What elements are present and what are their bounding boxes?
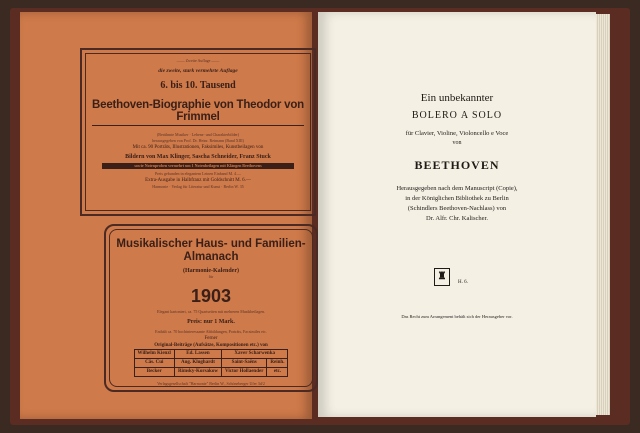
ad2-beitraege: Original-Beiträge (Aufsätze, Kompositionen etc.) von: [154, 343, 268, 348]
almanach-advertisement: [104, 224, 318, 392]
left-page: [20, 12, 312, 419]
editor-line-2: in der Königlichen Bibliothek zu Berlin: [405, 195, 509, 202]
instrumentation: für Clavier, Violine, Violoncello e Voce: [405, 130, 509, 137]
ad1-bild-line: Bildern von Max Klinger, Sascha Schneider, Franz Stuck: [125, 154, 271, 160]
name-cell: Victor Hollaender: [221, 368, 266, 377]
editor-line-1: Herausgegeben nach dem Manuscript (Copie),: [396, 185, 518, 192]
rights-footer: Das Recht zum Arrangement behält sich der Herausgeber vor.: [401, 314, 513, 319]
name-cell: Aug. Klughardt: [174, 359, 221, 368]
name-cell: Ed. Lassen: [174, 350, 221, 359]
ad1-auflage: die zweite, stark vermehrte Auflage: [158, 68, 238, 74]
name-cell: Reinh.: [267, 359, 288, 368]
ad1-tausend: 6. bis 10. Tausend: [160, 80, 236, 91]
editor-block: [318, 184, 596, 224]
ad2-kalender: (Harmonie-Kalender): [183, 268, 239, 274]
ad2-title: Musikalischer Haus- und Familien-Almanach: [116, 238, 306, 263]
von-line: von: [452, 140, 462, 146]
page-edges: [596, 14, 610, 415]
ad1-title: Beethoven-Biographie von Theodor von Frimmel: [92, 99, 304, 126]
ad2-preis: Preis: nur 1 Mark.: [187, 319, 235, 325]
ad1-bar: sowie Notenproben vermehrt um 1 Notenbeilagen mit Klängen Beethovens: [102, 163, 294, 169]
name-cell: Xaver Scharwenka: [221, 350, 288, 359]
name-cell: etc.: [267, 368, 288, 377]
name-cell: Wilhelm Kienzl: [134, 350, 174, 359]
ad2-enthaelt: Enthält ca. 70 hochinteressante Abbildungen, Porträts, Facsimiles etc.: [155, 329, 267, 334]
ad1-sub-tiny-1: (Berühmte Musiker · Lebens- und Charakterbilder): [156, 132, 240, 137]
ad1-extra-line: Extra-Ausgabe in Halbfranz mit Goldschnitt M. 6.—: [145, 178, 251, 183]
emblem-code: H. 6.: [458, 280, 468, 285]
title-line-1: Ein unbekannter: [420, 92, 494, 104]
publisher-emblem-icon: ♜: [434, 268, 450, 286]
editor-line-4: Dr. Alfr. Chr. Kalischer.: [426, 215, 488, 222]
name-cell: Saint-Saëns: [221, 359, 266, 368]
ad1-sub-tiny-2: herausgegeben von Prof. Dr. Heinr. Reimann (Band XIII): [152, 138, 244, 143]
ad2-publisher: Verlagsgesellschaft "Harmonie" Berlin W., Schöneberger Ufer 3d/2: [157, 381, 265, 386]
ad1-publisher: Harmonie · Verlag für Literatur und Kunst · Berlin W. 35: [152, 184, 244, 189]
composer-name: BEETHOVEN: [414, 158, 500, 172]
name-cell: Rimsky-Korsakow: [174, 368, 221, 377]
ad2-fuer: für: [208, 274, 214, 279]
title-bolero: BOLERO A SOLO: [411, 110, 503, 121]
ad2-content: Elegant kartoniert, ca. 75 Quartseiten mit mehreren Musikbeilagen.: [157, 309, 265, 314]
ad1-top-tiny: —— Zweite Auflage ——: [176, 58, 220, 63]
ad2-names: [116, 349, 306, 377]
name-cell: Cäs. Cui: [134, 359, 174, 368]
ad2-ferner: Ferner: [204, 336, 218, 341]
name-cell: Becker: [134, 368, 174, 377]
editor-line-3: (Schindlers Beethoven-Nachlass) von: [407, 205, 507, 212]
ad2-year: 1903: [190, 286, 232, 306]
frimmel-advertisement: [80, 48, 316, 216]
ad1-illus-line: Mit ca. 90 Porträts, Illustrationen, Faksimiles, Kunstbeilagen von: [132, 145, 264, 150]
right-page: [318, 12, 596, 417]
ad1-price-tiny: Preis gebunden in elegantem Leinen Einband M. 4.—: [154, 171, 242, 176]
